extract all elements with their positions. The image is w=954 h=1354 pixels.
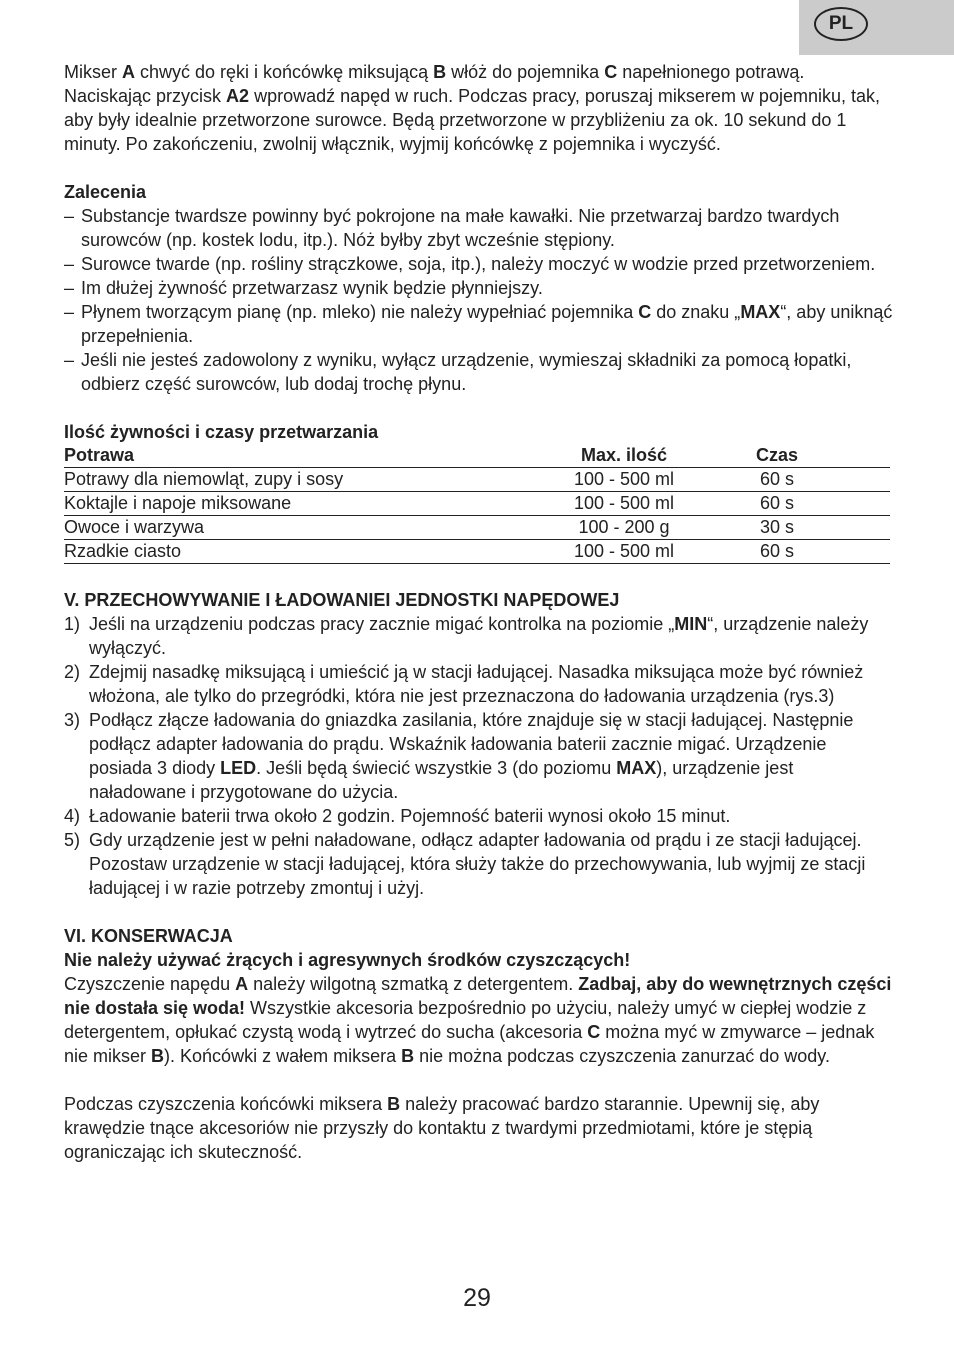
section6-heading: VI. KONSERWACJA [64,926,233,946]
page-content [64,60,894,1164]
bold-run: B [387,1094,401,1114]
text-run: “, aby uniknąć przepełnienia. [81,302,893,346]
text-run: wprowadź napęd w ruch. Podczas pracy, poruszaj mikserem w pojemniku, tak, aby były idealnie przetworzone surowce. Będą przetworzone w przybliżeniu za ok. 10 sekund do 1 minuty. Po zakończeniu, zwolnij włącznik, wyjmij końcówkę z pojemnika i wyczyść. [64,86,880,154]
table-cell: 60 s [724,492,890,516]
text-run: Surowce twarde (np. rośliny strączkowe, soja, itp.), należy moczyć w wodzie przed przetworzeniem. [81,254,876,274]
bold-run: C [604,62,618,82]
section6-paragraph-2 [64,1092,894,1164]
table-cell: 60 s [724,468,890,492]
language-tab [799,0,954,55]
section6-warning: Nie należy używać żrących i agresywnych środków czyszczących! [64,950,631,970]
section5-heading: V. PRZECHOWYWANIE I ŁADOWANIEI JEDNOSTKI NAPĘDOWEJ [64,590,620,610]
list-item [64,348,894,396]
list-item [64,804,894,828]
table-cell: 60 s [724,540,890,564]
table-cell: Koktajle i napoje miksowane [64,492,524,516]
text-run: do znaku „ [651,302,741,322]
bold-run: A [235,974,249,994]
text-run: należy pracować bardzo starannie. Upewnij się, aby krawędzie tnące akcesoriów nie przyszły do kontaktu z twardymi przedmiotami, które je stępią ograniczając ich skuteczność. [64,1094,820,1162]
column-header-time: Czas [724,444,890,468]
text-run: . Jeśli będą świecić wszystkie 3 (do poziomu [256,758,617,778]
bold-run: B [401,1046,415,1066]
column-header-max-amount: Max. ilość [524,444,724,468]
text-run: Wszystkie akcesoria bezpośrednio po użyciu, należy umyć w ciepłej wodzie z detergentem, opłukać czystą wodą i wytrzeć do sucha (akcesoria [64,998,867,1042]
text-run: włóż do pojemnika [446,62,605,82]
column-header-dish: Potrawa [64,444,524,468]
text-run: Gdy urządzenie jest w pełni naładowane, odłącz adapter ładowania od prądu i ze stacji ładującej. Pozostaw urządzenie w stacji ładującej, która służy także do przechowywania, lub wyjmij ze stacji ładującej i w razie potrzeby zmontuj i użyj. [89,830,866,898]
bold-run: Zadbaj, aby do wewnętrznych części nie dostała się woda! [64,974,892,1018]
text-run: Czyszczenie napędu [64,974,236,994]
item-number: 1) [64,614,81,634]
list-item [64,708,894,804]
text-run: “, urządzenie należy wyłączyć. [89,614,869,658]
bold-run: A2 [226,86,250,106]
item-number: 4) [64,806,81,826]
bold-run: B [151,1046,165,1066]
list-item [64,276,894,300]
text-run: Ładowanie baterii trwa około 2 godzin. Pojemność baterii wynosi około 15 minut. [89,806,731,826]
list-item [64,204,894,252]
bold-run: MAX [740,302,781,322]
recommendations-heading: Zalecenia [64,182,147,202]
table-row [64,540,890,564]
table-row [64,468,890,492]
text-run: nie można podczas czyszczenia zanurzać do wody. [414,1046,830,1066]
bold-run: LED [220,758,257,778]
text-run: Im dłużej żywność przetwarzasz wynik będzie płynniejszy. [81,278,543,298]
table-row [64,516,890,540]
intro-paragraph [64,60,894,156]
text-run: ). Końcówki z wałem miksera [164,1046,402,1066]
text-run: Jeśli nie jesteś zadowolony z wyniku, wyłącz urządzenie, wymieszaj składniki za pomocą łopatki, odbierz część surowców, lub dodaj trochę płynu. [81,350,852,394]
page-number: 29 [463,1284,491,1312]
table-cell: 30 s [724,516,890,540]
section5-list [64,612,894,900]
list-item [64,612,894,660]
item-number: 5) [64,830,81,850]
bold-run: B [433,62,447,82]
table-cell: 100 - 500 ml [524,540,724,564]
text-run: ), urządzenie jest naładowane i przygotowane do użycia. [89,758,794,802]
food-table [64,444,890,564]
text-run: Płynem tworzącym pianę (np. mleko) nie należy wypełniać pojemnika [81,302,639,322]
text-run: chwyć do ręki i końcówkę miksującą [135,62,434,82]
table-cell: Rzadkie ciasto [64,540,524,564]
bold-run: A [122,62,135,82]
language-badge: PL [814,7,868,41]
table-cell: Owoce i warzywa [64,516,524,540]
text-run: Jeśli na urządzeniu podczas pracy zacznie migać kontrolka na poziomie „ [89,614,675,634]
text-run: Mikser [64,62,122,82]
recommendations-list [64,204,894,396]
list-item [64,252,894,276]
list-item [64,660,894,708]
bold-run: MIN [674,614,708,634]
text-run: Substancje twardsze powinny być pokrojone na małe kawałki. Nie przetwarzaj bardzo twardych surowców (np. kostek lodu, itp.). Nóż byłby zbyt wcześnie stępiony. [81,206,840,250]
bold-run: MAX [616,758,657,778]
table-cell: 100 - 500 ml [524,468,724,492]
table-cell: 100 - 500 ml [524,492,724,516]
list-item [64,828,894,900]
table-row [64,492,890,516]
bold-run: C [638,302,652,322]
text-run: Zdejmij nasadkę miksującą i umieścić ją w stacji ładującej. Nasadka miksująca może być również włożona, ale tylko do przegródki, która nie jest przeznaczona do ładowania urządzenia (rys.3) [89,662,864,706]
text-run: Podłącz złącze ładowania do gniazdka zasilania, które znajduje się w stacji ładującej. Następnie podłącz adapter ładowania do prądu. Wskaźnik ładowania baterii zacznie migać. Urządzenie posiada 3 diody [89,710,854,778]
section6-paragraph-1 [64,972,894,1068]
text-run: można myć w zmywarce – jednak nie mikser [64,1022,875,1066]
list-item [64,300,894,348]
table-cell: 100 - 200 g [524,516,724,540]
text-run: należy wilgotną szmatką z detergentem. [248,974,579,994]
text-run: napełnionego potrawą. Naciskając przycisk [64,62,805,106]
table-cell: Potrawy dla niemowląt, zupy i sosy [64,468,524,492]
item-number: 3) [64,710,81,730]
table-header-row [64,444,890,468]
bold-run: C [587,1022,601,1042]
item-number: 2) [64,662,81,682]
text-run: Podczas czyszczenia końcówki miksera [64,1094,388,1114]
table-title: Ilość żywności i czasy przetwarzania [64,422,379,442]
